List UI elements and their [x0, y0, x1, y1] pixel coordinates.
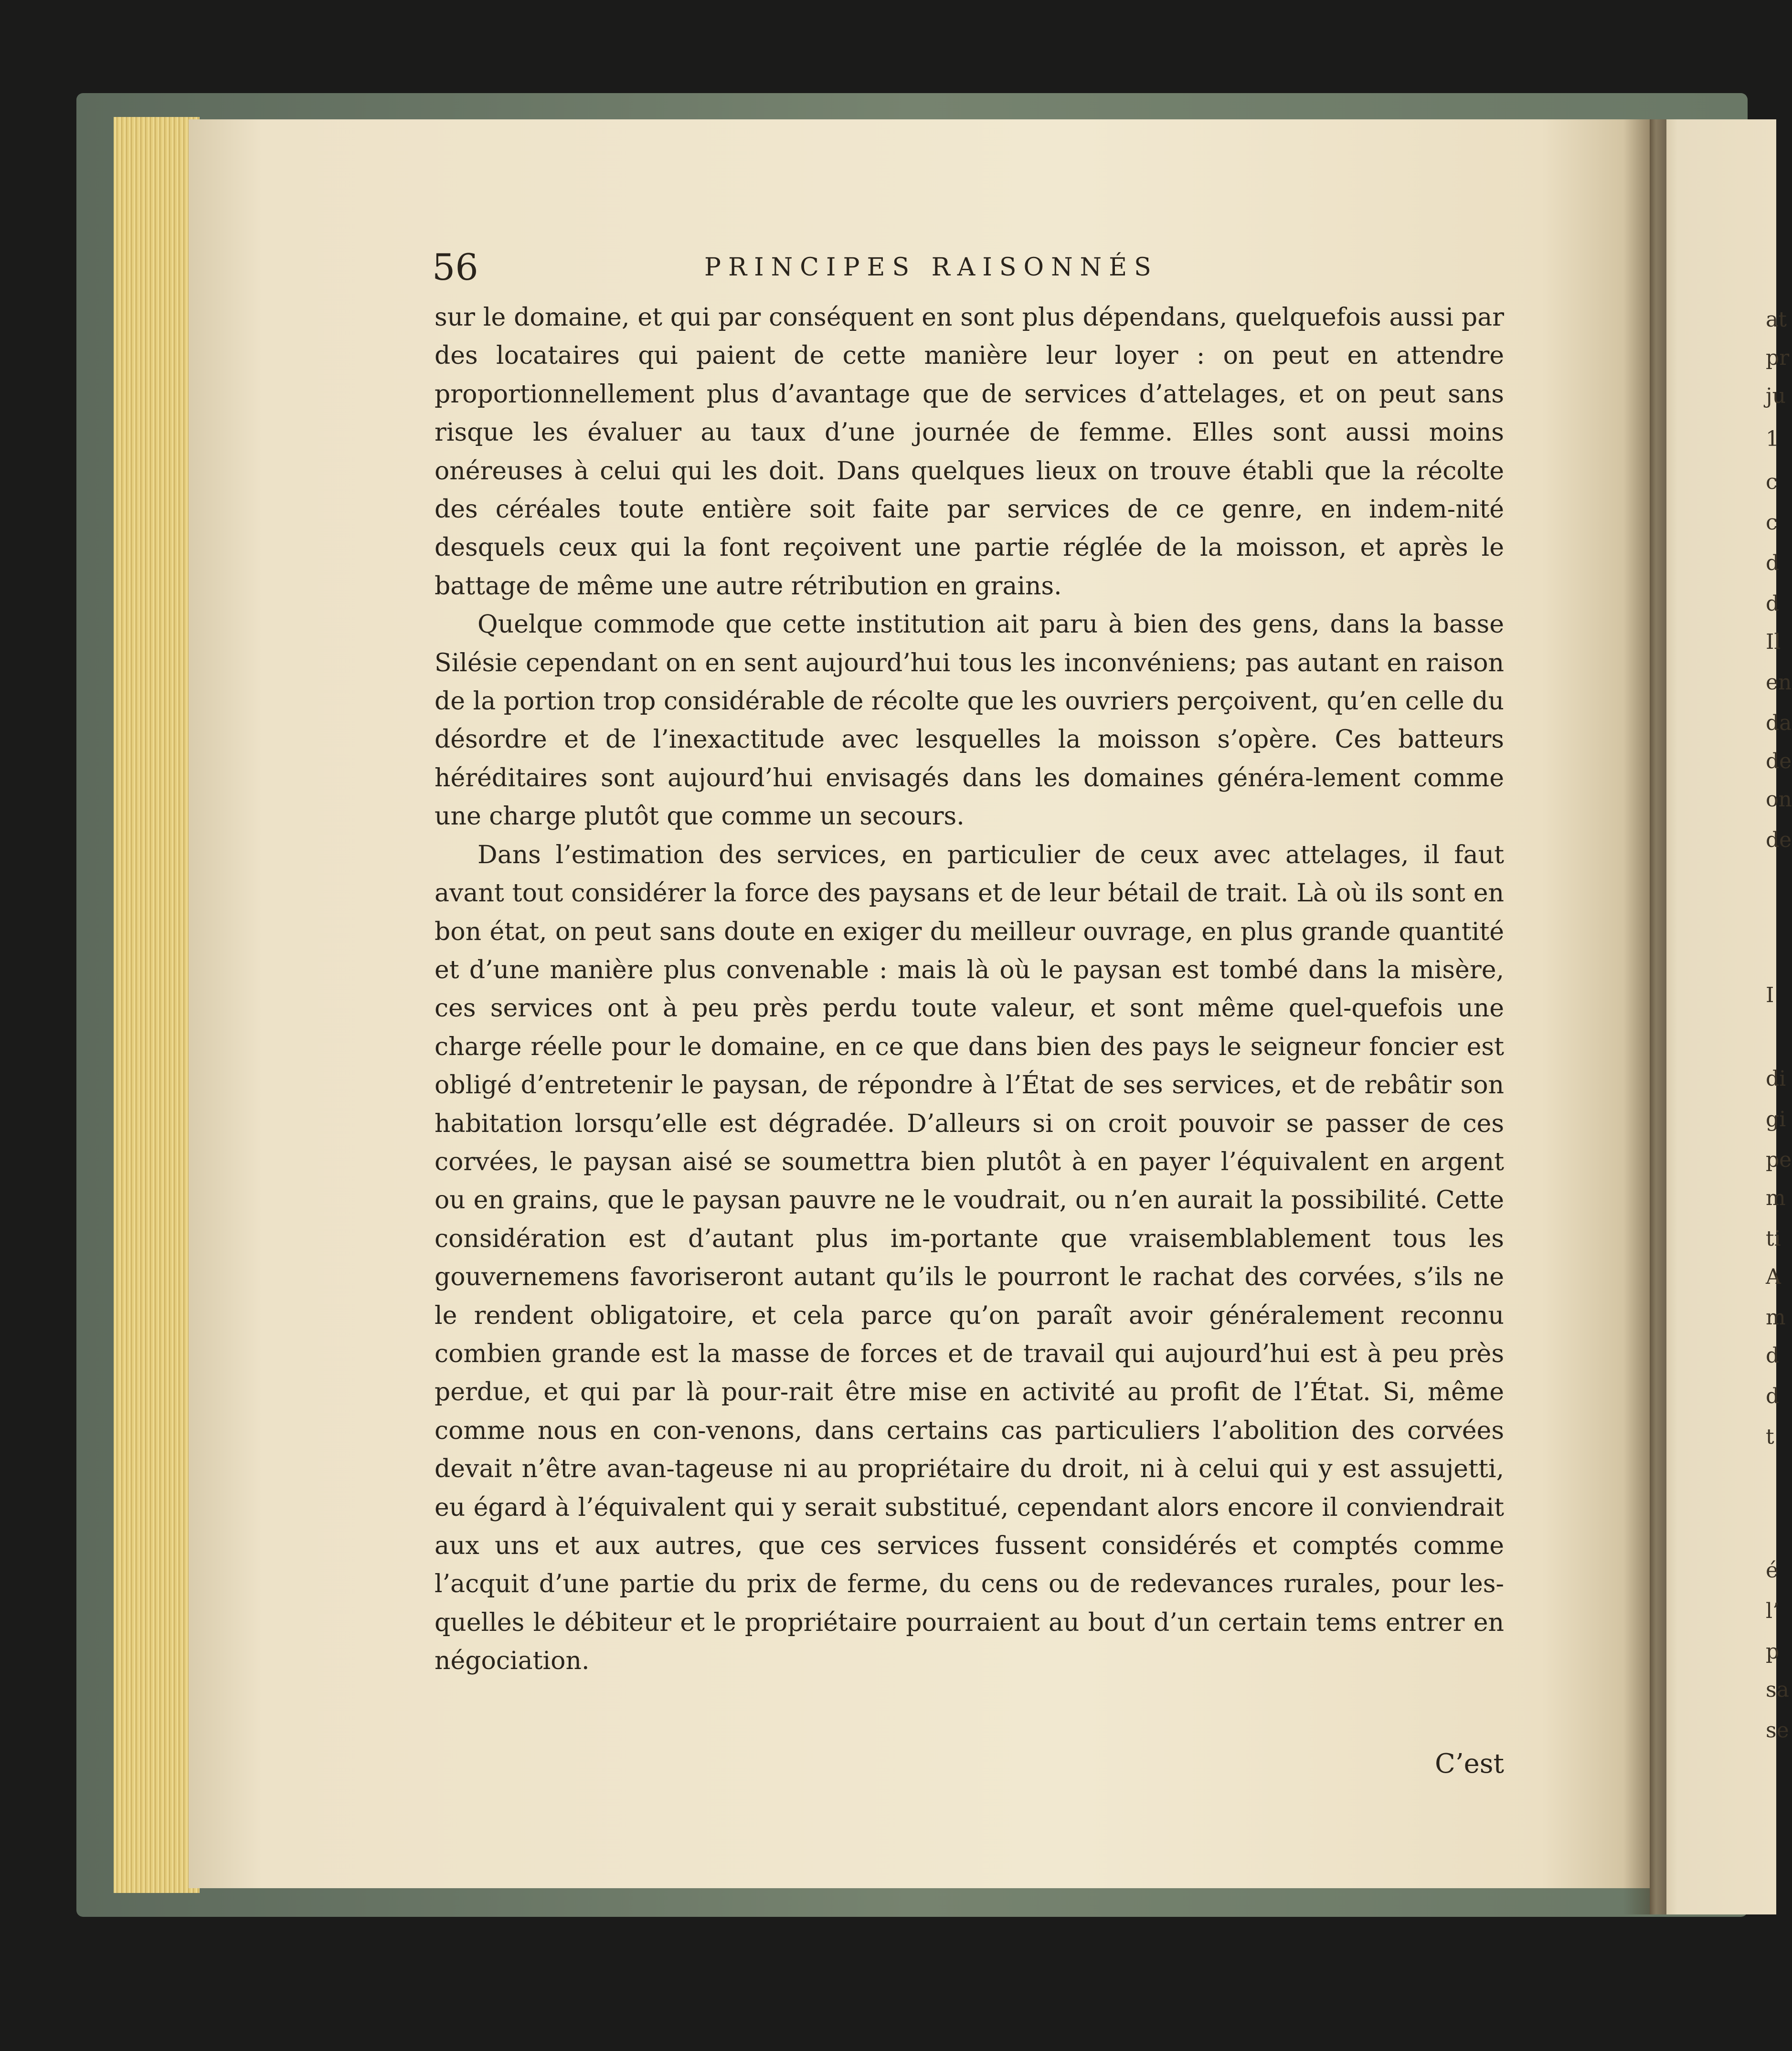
- page-header: [432, 241, 1502, 294]
- facing-fragment: gi: [1766, 1107, 1786, 1131]
- facing-fragment: on: [1766, 787, 1792, 812]
- page-number: 56: [432, 246, 478, 288]
- facing-fragment: d: [1766, 1343, 1780, 1368]
- paragraph-1: sur le domaine, et qui par conséquent en sont plus dépendans, quelquefois aussi par des locataires qui paient de cette manière leur loyer : on peut en attendre proportionnellement plus d’avantage que de services d’attelages, et on peut sans risque les évaluer au taux d’une journée de femme. Elles sont aussi moins onéreuses à celui qui les doit. Dans quelques lieux on trouve établi que la récolte des céréales toute entière soit faite par services de ce genre, en indem-nité desquels ceux qui la font reçoivent une partie réglée de la moisson, et après le battage de même une autre rétribution en grains.: [435, 303, 1504, 601]
- facing-fragment: d: [1766, 1384, 1780, 1408]
- facing-fragment: de: [1766, 828, 1792, 852]
- facing-fragment: at: [1766, 307, 1787, 332]
- facing-fragment: m: [1766, 1305, 1786, 1330]
- facing-fragment: é: [1766, 1558, 1779, 1583]
- facing-fragment: p: [1766, 1639, 1780, 1664]
- facing-fragment: c: [1766, 510, 1778, 535]
- facing-fragment: 1: [1766, 427, 1779, 451]
- facing-fragment: di: [1766, 1067, 1786, 1091]
- facing-fragment: I: [1766, 983, 1774, 1007]
- facing-fragment: Il: [1766, 630, 1781, 654]
- paragraph-3: Dans l’estimation des services, en particulier de ceux avec attelages, il faut avant tout considérer la force des paysans et de leur bétail de trait. Là où ils sont en bon état, on peut sans doute en exiger du meilleur ouvrage, en plus grande quantité et d’une manière plus convenable : mais là où le paysan est tombé dans la misère, ces services ont à peu près perdu toute valeur, et sont même quel-quefois une charge réelle pour le domaine, en ce que dans bien des pays le seigneur foncier est obligé d’entretenir le paysan, de répondre à l’État de ses services, et de rebâtir son habitation lorsqu’elle est dégradée. D’alleurs si on croit pouvoir se passer de ces corvées, le paysan aisé se soumettra bien plutôt à en payer l’équivalent en argent ou en grains, que le paysan pauvre ne le voudrait, ou n’en aurait la possibilité. Cette considération est d’autant plus im-portante que vraisemblablement tous les gouvernemens favoriseront autant qu’ils le pourront le rachat des corvées, s’ils ne le rendent obligatoire, et cela parce qu’on paraît avoir généralement reconnu combien grande est la masse de forces et de travail qui aujourd’hui est à peu près perdue, et qui par là pour-rait être mise en activité au profit de l’État. Si, même comme nous en con-venons, dans certains cas particuliers l’abolition des corvées devait n’être avan-tageuse ni au propriétaire du droit, ni à celui qui y est assujetti, eu égard à l’équivalent qui y serait substitué, cependant alors encore il conviendrait aux uns et aux autres, que ces services fussent considérés et comptés comme l’acquit d’une partie du prix de ferme, du cens ou de redevances rurales, pour les-quelles le débiteur et le propriétaire pourraient au bout d’un certain tems entrer en négociation.: [435, 840, 1504, 1676]
- page-gutter: [1623, 119, 1666, 1914]
- facing-fragment: ju: [1766, 384, 1786, 408]
- facing-fragment: pe: [1766, 1148, 1792, 1172]
- body-text: [435, 298, 1504, 1681]
- facing-fragment: sa: [1766, 1678, 1789, 1702]
- facing-fragment: l’: [1766, 1599, 1780, 1623]
- facing-fragment: t: [1766, 1425, 1774, 1449]
- paragraph-2: Quelque commode que cette institution ait paru à bien des gens, dans la basse Silésie cependant on en sent aujourd’hui tous les inconvéniens; pas autant en raison de la portion trop considérable de récolte que les ouvriers perçoivent, qu’en celle du désordre et de l’inexactitude avec lesquelles la moisson s’opère. Ces batteurs héréditaires sont aujourd’hui envisagés dans les domaines généra-lement comme une charge plutôt que comme un secours.: [435, 610, 1504, 831]
- facing-fragment: c: [1766, 470, 1778, 494]
- catchword: C’est: [1434, 1748, 1504, 1779]
- facing-fragment: se: [1766, 1718, 1789, 1743]
- facing-fragment: en: [1766, 670, 1792, 695]
- facing-fragment: de: [1766, 749, 1792, 773]
- running-title: PRINCIPES RAISONNÉS: [704, 253, 1158, 282]
- facing-fragment: d: [1766, 592, 1780, 616]
- facing-fragment: A: [1766, 1265, 1781, 1289]
- facing-fragment: da: [1766, 711, 1792, 735]
- facing-fragment: m: [1766, 1186, 1786, 1210]
- facing-fragment: ti: [1766, 1226, 1781, 1251]
- facing-fragment: d: [1766, 551, 1780, 575]
- page-edges: [114, 117, 200, 1893]
- facing-fragment: pr: [1766, 346, 1790, 370]
